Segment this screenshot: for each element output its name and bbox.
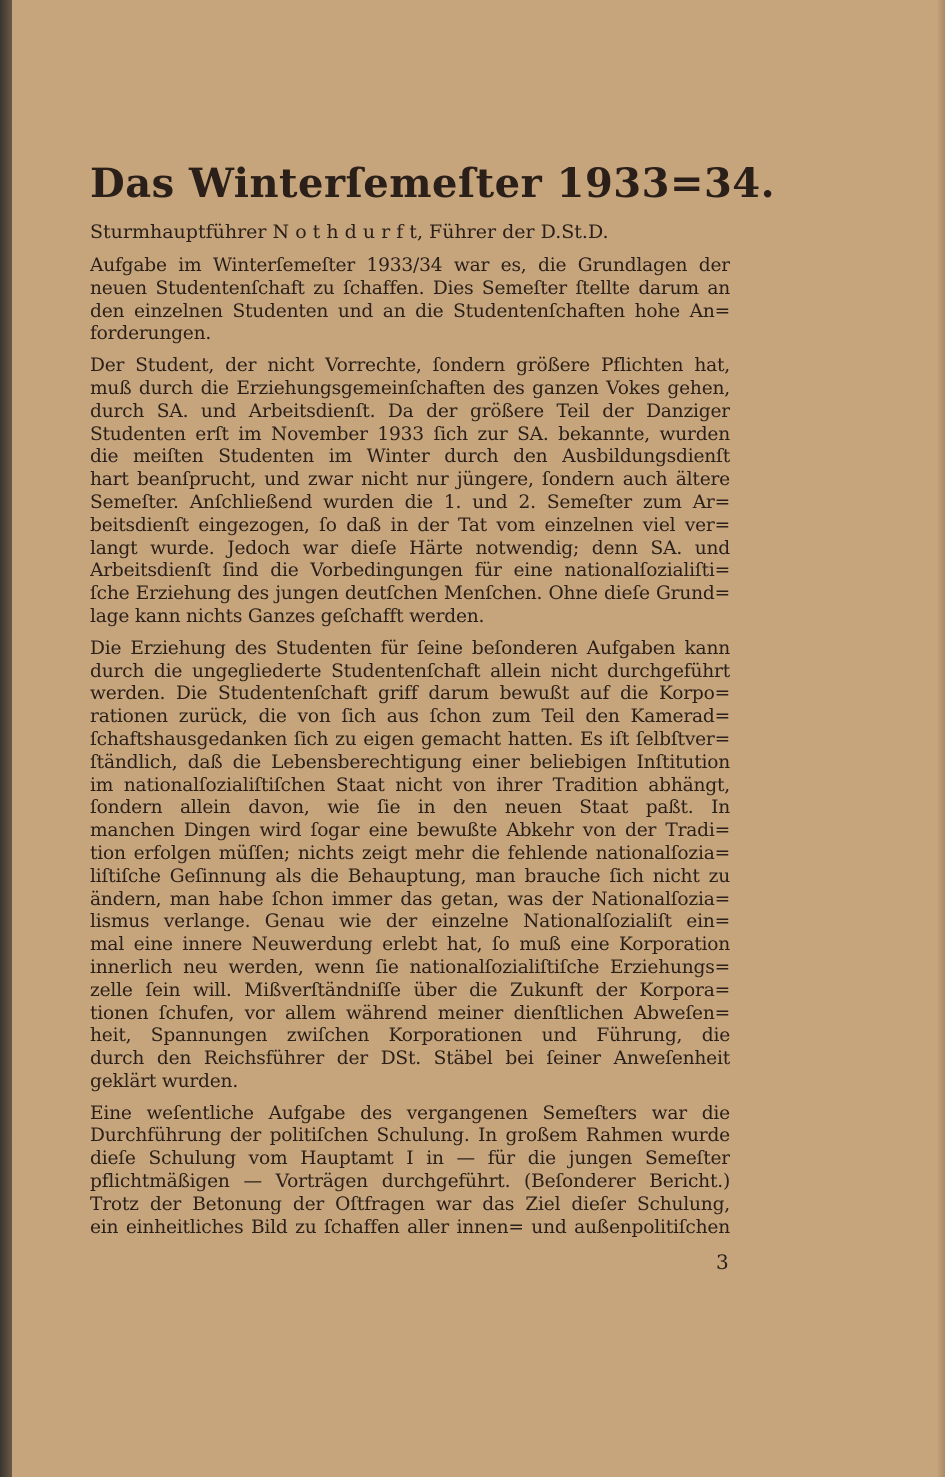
text-line: liſtiſche Geſinnung als die Behauptung, man brauche ſich nicht zu [90, 865, 730, 887]
text-line: durch SA. und Arbeitsdienſt. Da der größere Teil der Danziger [90, 400, 730, 422]
text-line: rationen zurück, die von ſich aus ſchon zum Teil den Kamerad= [90, 706, 730, 728]
text-line: Trotz der Betonung der Oſtfragen war das Ziel dieſer Schulung, [90, 1193, 730, 1215]
text-line: innerlich neu werden, wenn ſie nationalſozialiſtiſche Erziehungs= [90, 956, 730, 978]
text-line: werden. Die Studentenſchaft griff darum bewußt auf die Korpo= [90, 683, 730, 705]
text-line: geklärt wurden. [90, 1070, 239, 1092]
text-line: ſondern allein davon, wie ſie in den neuen Staat paßt. In [90, 797, 730, 819]
text-line: neuen Studentenſchaft zu ſchaffen. Dies Semeſter ſtellte darum an [90, 277, 730, 299]
text-line: tion erfolgen müſſen; nichts zeigt mehr die fehlende nationalſozia= [90, 842, 730, 864]
text-line: Aufgabe im Winterſemeſter 1933/34 war es, die Grundlagen der [90, 255, 730, 276]
paragraph [90, 1103, 730, 1240]
page-body [90, 160, 776, 1248]
text-line: langt wurde. Jedoch war dieſe Härte notwendig; denn SA. und [90, 537, 730, 559]
text-line: ſche Erziehung des jungen deutſchen Menſchen. Ohne dieſe Grund= [90, 583, 730, 605]
article-body [90, 255, 730, 1239]
text-line: hart beanſprucht, und zwar nicht nur jüngere, ſondern auch ältere [90, 469, 730, 491]
text-line: Semeſter. Anſchließend wurden die 1. und 2. Semeſter zum Ar= [90, 491, 730, 513]
text-line: pflichtmäßigen — Vorträgen durchgeführt. (Beſonderer Bericht.) [90, 1171, 730, 1193]
text-line: Arbeitsdienſt ſind die Vorbedingungen für eine nationalſozialiſti= [90, 560, 730, 582]
text-line: Studenten erſt im November 1933 ſich zur SA. bekannte, wurden [90, 423, 730, 445]
text-line: ein einheitliches Bild zu ſchaffen aller innen= und außenpolitiſchen [90, 1216, 730, 1238]
text-line: lismus verlange. Genau wie der einzelne Nationalſozialiſt ein= [90, 911, 730, 933]
paragraph [90, 255, 730, 346]
text-line: beitsdienſt eingezogen, ſo daß in der Tat vom einzelnen viel ver= [90, 514, 730, 536]
text-line: ſtändlich, daß die Lebensberechtigung einer beliebigen Inſtitution [90, 751, 730, 773]
text-line: ſchaftshausgedanken ſich zu eigen gemacht hatten. Es iſt ſelbſtver= [90, 728, 730, 750]
text-line: Durchführung der politiſchen Schulung. In großem Rahmen wurde [90, 1125, 730, 1147]
text-line: dieſe Schulung vom Hauptamt I in — für die jungen Semeſter [90, 1148, 730, 1170]
text-line: Die Erziehung des Studenten für ſeine beſonderen Aufgaben kann [90, 637, 730, 659]
page-number: 3 [716, 1250, 729, 1274]
text-line: muß durch die Erziehungsgemeinſchaften des ganzen Vokes gehen, [90, 377, 730, 399]
text-line: Der Student, der nicht Vorrechte, ſondern größere Pflichten hat, [90, 355, 730, 377]
text-line: im nationalſozialiſtiſchen Staat nicht von ihrer Tradition abhängt, [90, 774, 730, 796]
paragraph [90, 355, 730, 629]
text-line: zelle ſein will. Mißverſtändniſſe über die Zukunft der Korpora= [90, 979, 730, 1001]
page-edge [937, 0, 945, 1477]
text-line: den einzelnen Studenten und an die Studentenſchaften hohe An= [90, 300, 730, 322]
text-line: manchen Dingen wird ſogar eine bewußte Abkehr von der Tradi= [90, 820, 730, 842]
text-line: tionen ſchufen, vor allem während meiner dienſtlichen Abweſen= [90, 1002, 730, 1024]
text-line: forderungen. [90, 323, 212, 345]
book-binding-edge [0, 0, 12, 1477]
text-line: mal eine innere Neuwerdung erlebt hat, ſo muß eine Korporation [90, 934, 730, 956]
author-line: Sturmhauptführer N o t h d u r f t, Führer der D.St.D. [90, 221, 609, 243]
text-line: durch den Reichsführer der DSt. Stäbel bei ſeiner Anweſenheit [90, 1048, 730, 1070]
text-line: ändern, man habe ſchon immer das getan, was der Nationalſozia= [90, 888, 730, 910]
text-line: Eine weſentliche Aufgabe des vergangenen Semeſters war die [90, 1102, 730, 1124]
text-line: lage kann nichts Ganzes geſchafft werden. [90, 605, 485, 627]
text-line: durch die ungegliederte Studentenſchaft allein nicht durchgeführt [90, 660, 730, 682]
text-line: heit, Spannungen zwiſchen Korporationen und Führung, die [90, 1025, 730, 1047]
paragraph [90, 638, 730, 1094]
page-title: Das Winterſemeſter 1933=34. [90, 160, 776, 207]
text-line: die meiſten Studenten im Winter durch den Ausbildungsdienſt [90, 446, 730, 468]
